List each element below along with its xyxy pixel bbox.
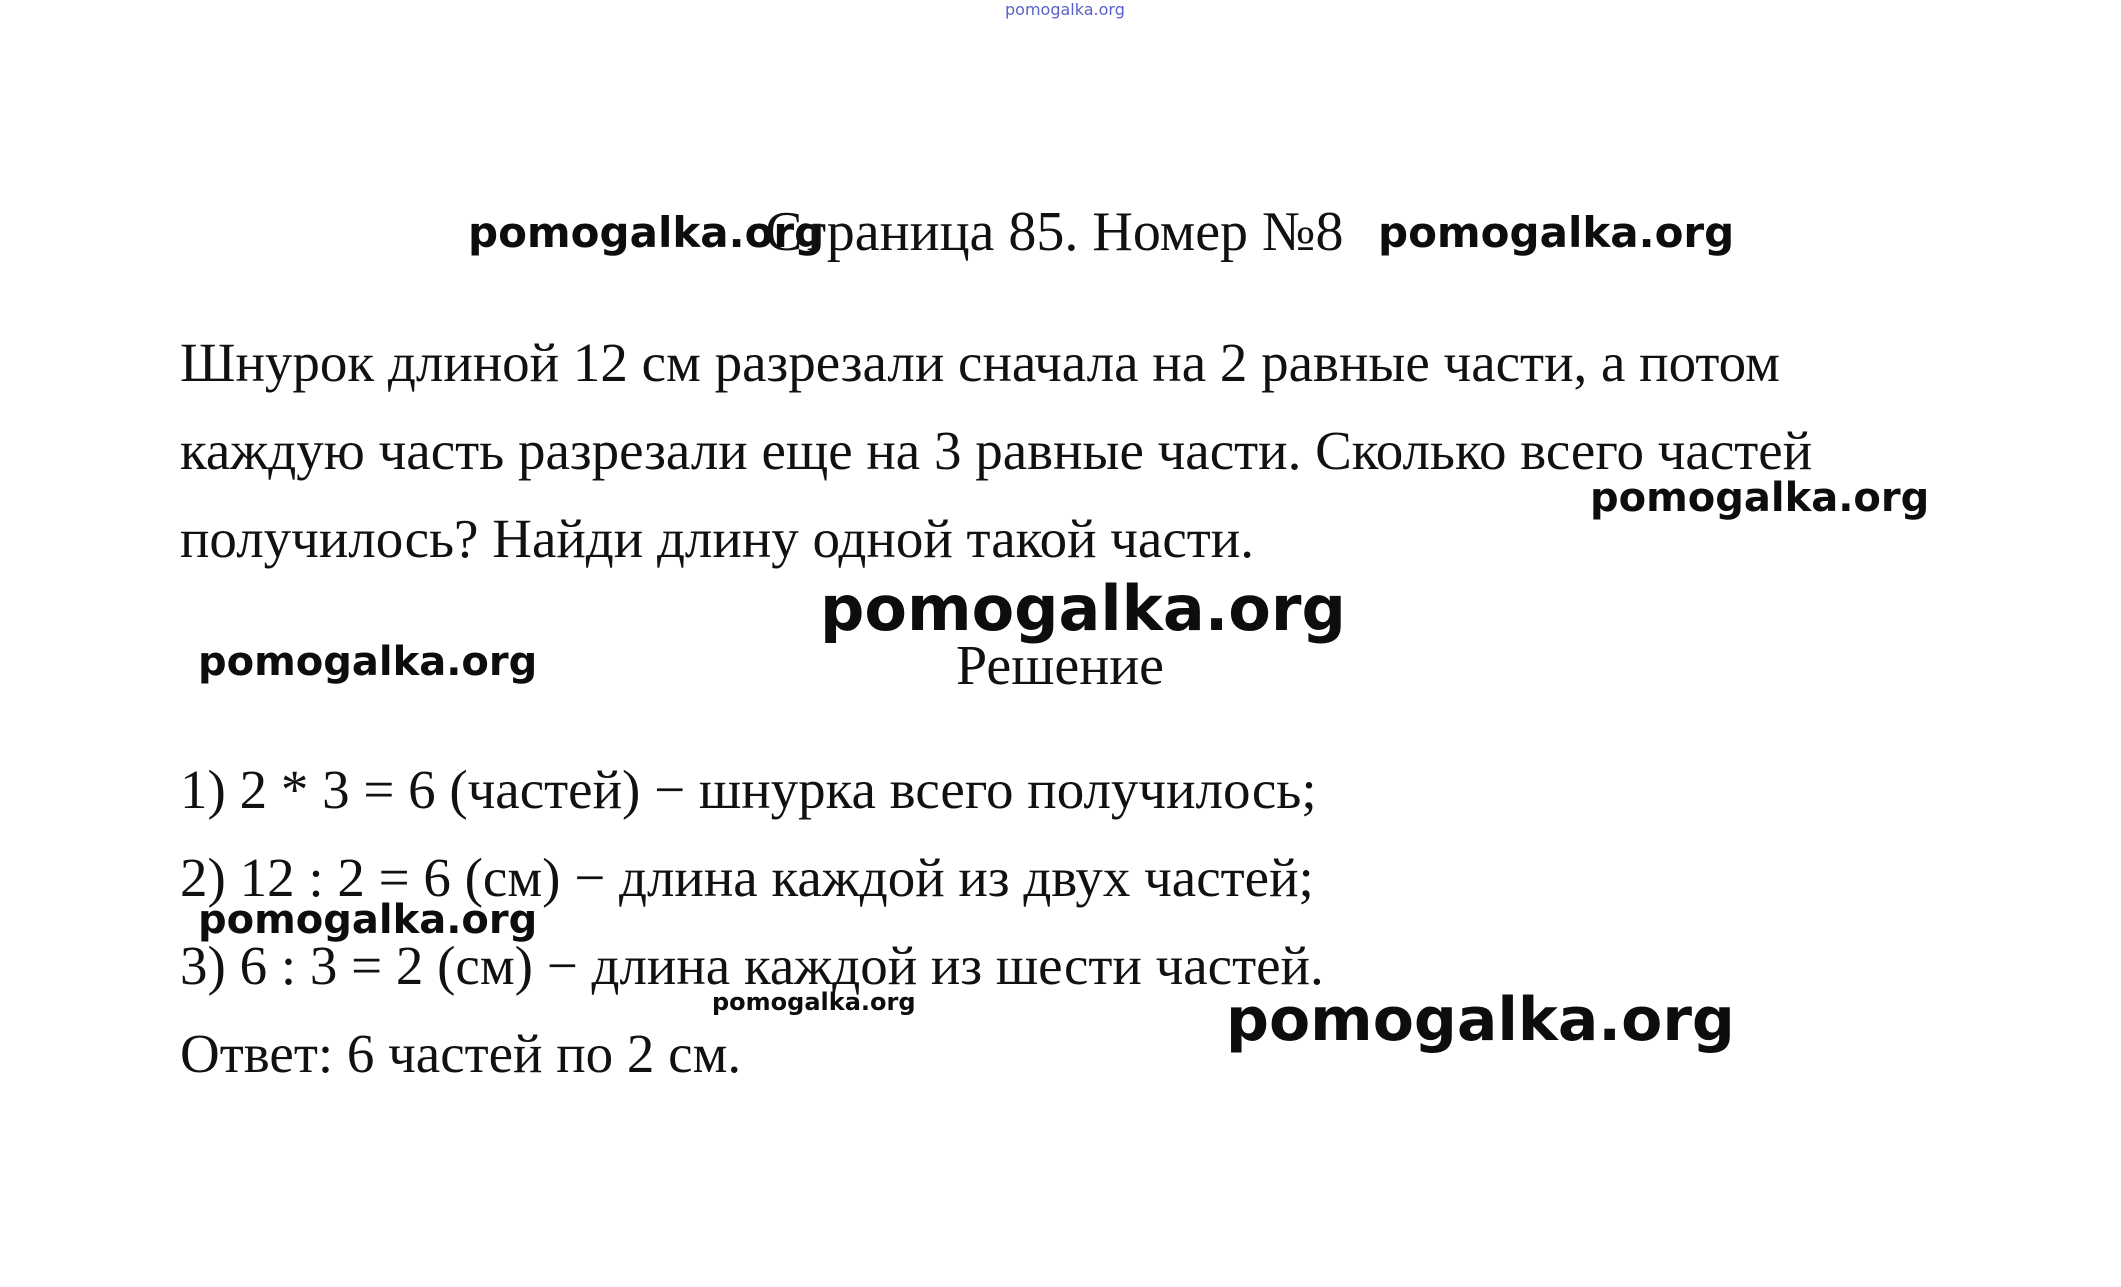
watermark-center-large: pomogalka.org: [820, 572, 1346, 645]
watermark-problem-right: pomogalka.org: [1590, 475, 1930, 521]
page-title: Страница 85. Номер №8: [765, 201, 1344, 263]
watermark-top: pomogalka.org: [1005, 0, 1125, 19]
solution-answer: Ответ: 6 частей по 2 см.: [180, 1023, 742, 1084]
watermark-bottom-large: pomogalka.org: [1226, 985, 1735, 1055]
solution-step: 2) 12 : 2 = 6 (см) − длина каждой из двух частей;: [180, 847, 1314, 908]
solution-step: 1) 2 * 3 = 6 (частей) − шнурка всего получилось;: [180, 759, 1317, 820]
watermark-steps-small: pomogalka.org: [712, 988, 916, 1016]
watermark-steps-left: pomogalka.org: [198, 897, 538, 943]
problem-line: получилось? Найди длину одной такой части.: [180, 508, 1254, 569]
problem-line: каждую часть разрезали еще на 3 равные части. Сколько всего частей: [180, 420, 1813, 481]
watermark-header-right: pomogalka.org: [1378, 208, 1735, 257]
problem-line: Шнурок длиной 12 см разрезали сначала на 2 равные части, а потом: [180, 332, 1780, 393]
watermark-left-mid: pomogalka.org: [198, 639, 538, 685]
watermark-header-left: pomogalka.org: [468, 208, 825, 257]
solution-step: 3) 6 : 3 = 2 (см) − длина каждой из шести частей.: [180, 935, 1324, 996]
solution-heading: Решение: [956, 635, 1165, 697]
